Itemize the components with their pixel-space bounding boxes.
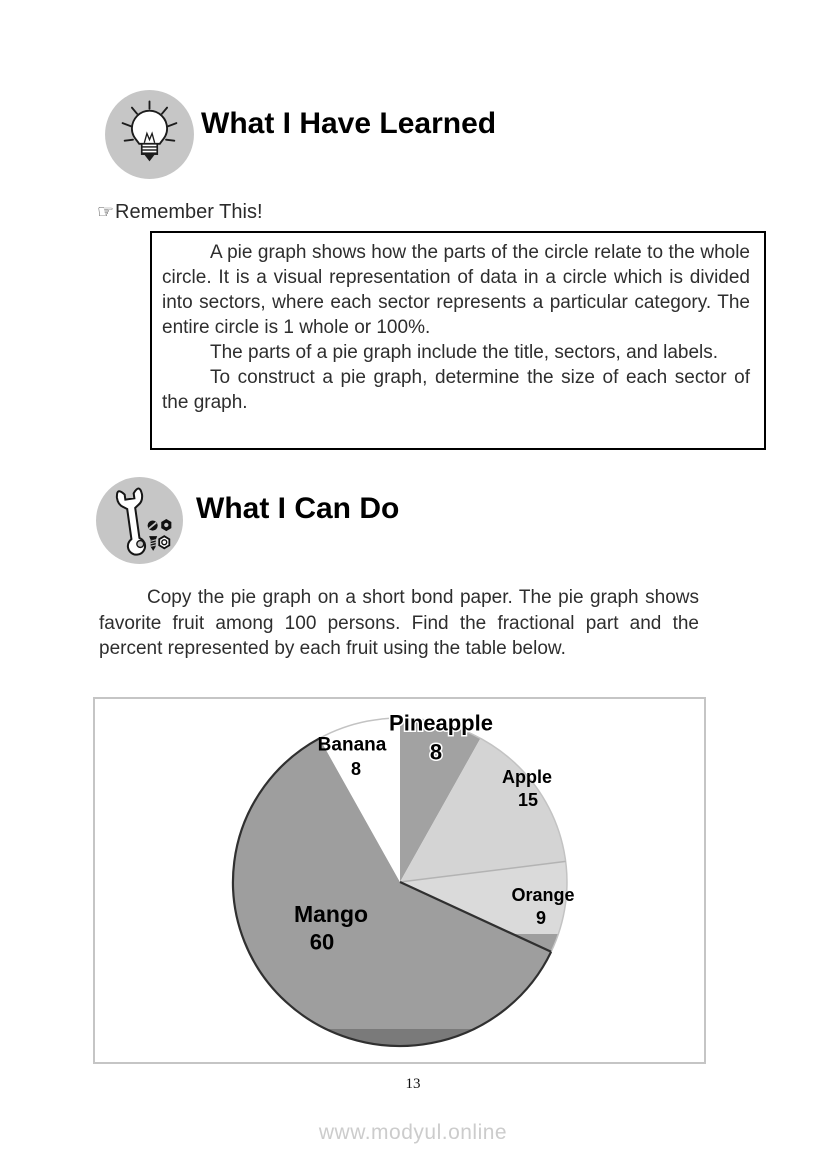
definition-paragraph-3: To construct a pie graph, determine the size of each sector of the graph. [162, 367, 750, 413]
pie-chart-frame [93, 697, 706, 1064]
page-number: 13 [405, 1076, 421, 1092]
pie-value-orange: 9 [535, 908, 547, 928]
lightbulb-icon [104, 89, 195, 180]
pie-label-banana: Banana [317, 734, 387, 756]
pie-graph-definition-box [150, 231, 766, 450]
pie-label-orange: Orange [511, 885, 575, 905]
pointing-hand-icon: ☞ [97, 202, 115, 223]
remember-this-label: Remember This! [115, 201, 263, 223]
watermark: www.modyul.online [318, 1121, 508, 1144]
wrench-icon [95, 476, 184, 565]
pie-label-mango: Mango [293, 901, 369, 927]
definition-paragraph-1: A pie graph shows how the parts of the circle relate to the whole circle. It is a visual representation of data in a circle which is divided into sectors, where each sector represents a particular category. The entire circle is 1 whole or 100%. [162, 242, 750, 338]
pie-label-pineapple: Pineapple [389, 710, 493, 736]
activity-instructions: Copy the pie graph on a short bond paper. The pie graph shows favorite fruit among 100 persons. Find the fractional part and the percent represented by each fruit using the table below. [99, 587, 699, 659]
section-title-what-i-have-learned: What I Have Learned [201, 107, 497, 140]
pie-value-apple: 15 [517, 790, 539, 810]
pie-value-pineapple: 8 [429, 739, 443, 765]
section-title-what-i-can-do: What I Can Do [196, 492, 400, 525]
pie-label-apple: Apple [501, 767, 553, 787]
pie-value-mango: 60 [309, 929, 335, 955]
pie-chart [95, 699, 704, 1062]
remember-this-line [97, 201, 263, 224]
pie-value-banana: 8 [350, 759, 362, 779]
definition-paragraph-2: The parts of a pie graph include the title, sectors, and labels. [210, 342, 719, 363]
